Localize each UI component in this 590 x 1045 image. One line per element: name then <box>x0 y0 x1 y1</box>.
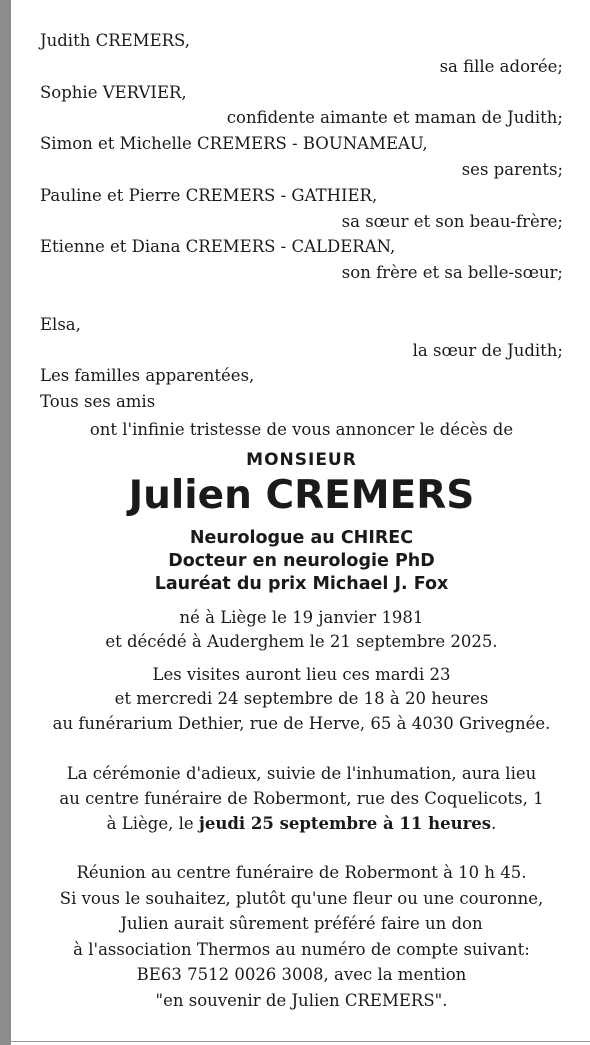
professional-titles <box>40 527 563 596</box>
ceremony-paragraph <box>40 761 563 836</box>
death-line: et décédé à Auderghem le 21 septembre 2025. <box>105 632 498 652</box>
elsa-entry <box>40 312 563 364</box>
left-border-bar <box>0 0 11 1045</box>
family-member-name: Etienne et Diana CREMERS - CALDERAN, <box>40 237 396 257</box>
ceremony-line <box>40 811 563 836</box>
announcement-line: ont l'infinie tristesse de vous annoncer le décès de <box>89 419 514 439</box>
visits-line: et mercredi 24 septembre de 18 à 20 heures <box>114 689 489 709</box>
closing-line: Réunion au centre funéraire de Robermont à 10 h 45. <box>76 863 527 883</box>
closing-line: à l'association Thermos au numéro de compte suivant: <box>73 939 530 959</box>
deceased-name: Julien CREMERS <box>128 472 475 518</box>
ceremony-suffix: . <box>491 814 497 834</box>
related-families: Les familles apparentées, <box>40 366 255 386</box>
family-member-relation: ses parents; <box>461 159 563 179</box>
closing-line: Julien aurait sûrement préféré faire un don <box>120 914 483 934</box>
bottom-border-line <box>11 1041 590 1042</box>
life-dates <box>40 606 563 655</box>
visits-paragraph <box>40 663 563 737</box>
visits-line: au funérarium Dethier, rue de Herve, 65 à 4030 Grivegnée. <box>52 713 551 733</box>
closing-line: BE63 7512 0026 3008, avec la mention <box>136 965 467 985</box>
all-friends: Tous ses amis <box>40 392 156 412</box>
family-member-name: Sophie VERVIER, <box>40 82 187 102</box>
ceremony-line: La cérémonie d'adieux, suivie de l'inhumation, aura lieu <box>66 764 537 784</box>
family-member-name: Pauline et Pierre CREMERS - GATHIER, <box>40 185 378 205</box>
family-member-relation: confidente aimante et maman de Judith; <box>226 108 563 128</box>
birth-line: né à Liège le 19 janvier 1981 <box>179 607 424 627</box>
family-member-relation: sa fille adorée; <box>439 56 563 76</box>
family-member-name: Elsa, <box>40 314 81 334</box>
obituary-notice <box>40 28 563 1013</box>
family-member-relation: son frère et sa belle-sœur; <box>341 263 563 283</box>
visits-line: Les visites auront lieu ces mardi 23 <box>152 664 451 684</box>
family-member-name: Simon et Michelle CREMERS - BOUNAMEAU, <box>40 134 428 154</box>
family-member-relation: sa sœur et son beau-frère; <box>341 211 563 231</box>
ceremony-date: jeudi 25 septembre à 11 heures <box>198 814 492 834</box>
family-member-relation: la sœur de Judith; <box>412 340 563 360</box>
closing-line: Si vous le souhaitez, plutôt qu'une fleur ou une couronne, <box>59 888 544 908</box>
honorific: MONSIEUR <box>246 449 357 470</box>
family-member-name: Judith CREMERS, <box>40 31 190 50</box>
family-list <box>40 28 563 286</box>
ceremony-line: au centre funéraire de Robermont, rue des Coquelicots, 1 <box>59 789 544 809</box>
title-line: Neurologue au CHIREC <box>189 527 414 548</box>
ceremony-prefix: à Liège, le <box>106 814 199 834</box>
title-line: Lauréat du prix Michael J. Fox <box>154 573 449 594</box>
title-line: Docteur en neurologie PhD <box>168 550 435 571</box>
closing-line: "en souvenir de Julien CREMERS". <box>155 990 448 1010</box>
closing-paragraph <box>40 860 563 1013</box>
